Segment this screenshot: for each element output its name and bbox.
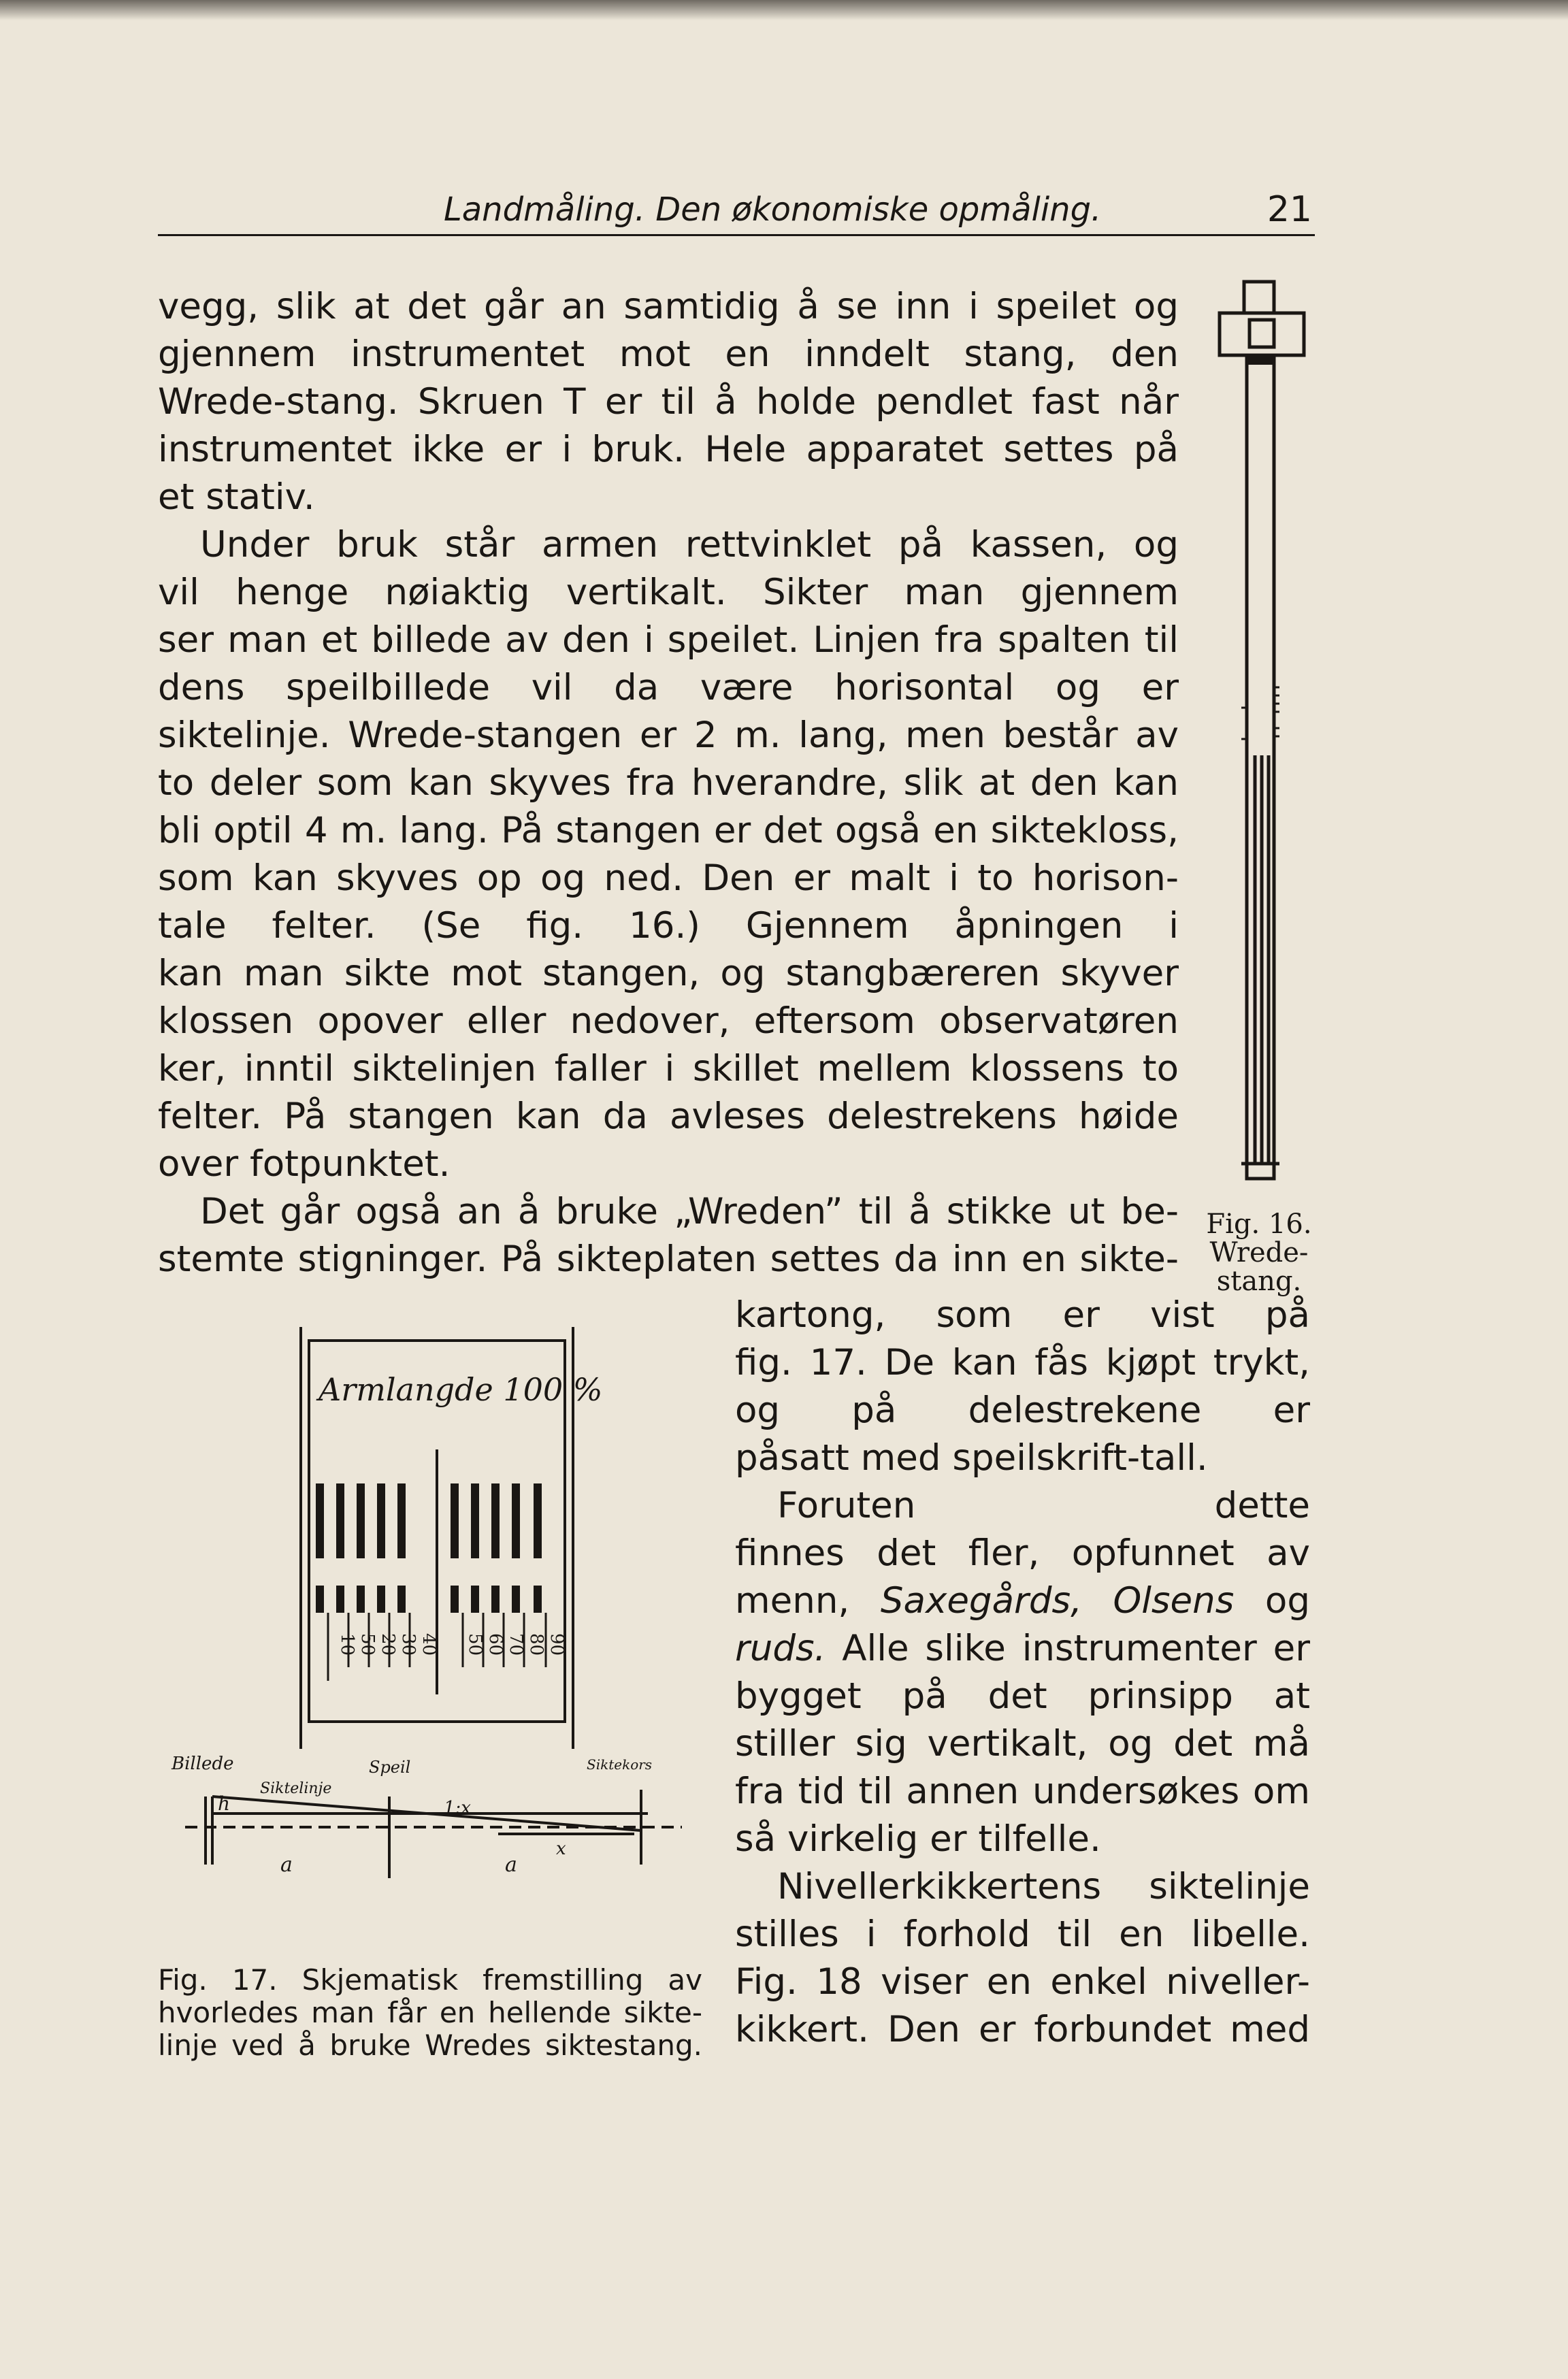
label-ratio: 1:x (444, 1798, 471, 1818)
caption-line: linje ved å bruke Wredes siktestang. (158, 2029, 702, 2062)
text-line: fig. 17. De kan fås kjøpt trykt, (735, 1342, 1310, 1383)
scale-label: 60 (485, 1633, 506, 1656)
text-line: dens speilbillede vil da være horisontal og er (158, 667, 1179, 708)
text-line: Fig. 18 viser en enkel niveller- (735, 1961, 1310, 2003)
running-header (158, 185, 1315, 236)
text-line: gjennem instrumentet mot en inndelt stang, den (158, 333, 1179, 375)
text-line: bli optil 4 m. lang. På stangen er det også en siktekloss, (158, 810, 1179, 851)
fig16-caption-line: stang. (1216, 1266, 1302, 1297)
text-line: stilles i forhold til en libelle. (735, 1914, 1310, 1955)
scale-label: 50 (465, 1633, 485, 1656)
text-run: Alle slike instrumenter er (826, 1628, 1310, 1669)
card-scale (316, 1483, 542, 1613)
fig17-illustration (158, 1327, 702, 1939)
scale-label: 40 (419, 1633, 439, 1656)
text-line: over fotpunktet. (158, 1143, 451, 1185)
text-line: to deler som kan skyves fra hverandre, slik at den kan (158, 762, 1179, 804)
text-line: Under bruk står armen rettvinklet på kassen, og (200, 524, 1179, 565)
text-line: Foruten dette (777, 1485, 1310, 1526)
wrede-staff-illustration (1211, 279, 1320, 1184)
inventor-name-end: ruds. (735, 1628, 826, 1669)
text-run: og (1234, 1580, 1310, 1622)
text-line: bygget på det prinsipp at (735, 1675, 1310, 1717)
text-line: og på delestrekene er (735, 1390, 1310, 1431)
text-line: så virkelig er tilfelle. (735, 1818, 1101, 1860)
label-siktelinje: Siktelinje (260, 1780, 332, 1797)
right-column-text (735, 1292, 1310, 2054)
text-line: som kan skyves op og ned. Den er malt i to horison- (158, 857, 1179, 899)
fig17-caption (158, 1964, 702, 2062)
text-line: stemte stigninger. På sikteplaten settes da inn en sikte- (158, 1238, 1179, 1280)
text-line: ser man et billede av den i speilet. Linjen fra spalten til (158, 619, 1179, 661)
scale-label: 20 (378, 1633, 398, 1656)
fig16-caption-line: Wrede- (1209, 1237, 1309, 1268)
text-line: vegg, slik at det går an samtidig å se inn i speilet og (158, 286, 1179, 327)
label-siktekors: Siktekors (587, 1756, 653, 1773)
text-line: kan man sikte mot stangen, og stangbæreren skyver (158, 953, 1179, 994)
text-line: Wrede-stang. Skruen T er til å holde pendlet fast når (158, 381, 1179, 423)
scale-label: 30 (398, 1633, 419, 1656)
text-line: instrumentet ikke er i bruk. Hele apparatet settes på (158, 429, 1179, 470)
running-title: Landmåling. Den økonomiske opmåling. (444, 191, 1102, 229)
text-line: ker, inntil siktelinjen faller i skillet mellem klossens to (158, 1048, 1179, 1089)
card-title: Armlangde 100 % (318, 1371, 603, 1408)
label-x: x (556, 1839, 566, 1859)
caption-line: hvorledes man får en hellende sikte- (158, 1997, 702, 2029)
scale-label: 90 (546, 1633, 567, 1656)
text-line: vil henge nøiaktig vertikalt. Sikter man gjennem (158, 572, 1179, 613)
text-line: kikkert. Den er forbundet med (735, 2009, 1310, 2050)
text-line: stiller sig vertikalt, og det må (735, 1723, 1310, 1765)
text-line: klossen opover eller nedover, eftersom observatøren (158, 1000, 1179, 1042)
sight-line-schematic (185, 1790, 682, 1878)
text-line: siktelinje. Wrede-stangen er 2 m. lang, men består av (158, 715, 1179, 756)
page-number: 21 (1267, 189, 1312, 230)
text-line: Nivellerkikkertens siktelinje (777, 1866, 1310, 1907)
scale-label: 70 (506, 1633, 526, 1656)
scale-label: 80 (526, 1633, 546, 1656)
text-line: påsatt med speilskrift-tall. (735, 1437, 1208, 1479)
label-h: h (218, 1792, 231, 1815)
fig16-caption-line: Fig. 16. (1206, 1209, 1312, 1240)
label-billede: Billede (172, 1754, 234, 1774)
text-line: Det går også an å bruke „Wreden” til å stikke ut be- (200, 1191, 1179, 1232)
scale-label: 50 (357, 1633, 378, 1656)
text-line (735, 1577, 1310, 1625)
text-line: tale felter. (Se fig. 16.) Gjennem åpningen i (158, 905, 1179, 947)
fig16-caption (1198, 1210, 1320, 1296)
body-text (158, 283, 1179, 1283)
text-line (735, 1625, 1310, 1673)
scale-label: 10 (337, 1633, 357, 1656)
text-run: menn, (735, 1580, 881, 1622)
label-a1: a (280, 1853, 293, 1877)
caption-line: Fig. 17. Skjematisk fremstilling av (158, 1964, 702, 1997)
text-line: et stativ. (158, 476, 315, 518)
label-a2: a (505, 1853, 517, 1877)
text-line: felter. På stangen kan da avleses delestrekens høide (158, 1096, 1179, 1137)
text-line: kartong, som er vist på (735, 1294, 1310, 1336)
label-speil: Speil (369, 1758, 411, 1777)
inventor-names: Saxegårds, Olsens (880, 1580, 1235, 1622)
page-top-edge (0, 0, 1568, 20)
staff-top-band (1247, 355, 1274, 365)
text-line: finnes det fler, opfunnet av (735, 1532, 1310, 1574)
text-line: fra tid til annen undersøkes om (735, 1771, 1310, 1812)
